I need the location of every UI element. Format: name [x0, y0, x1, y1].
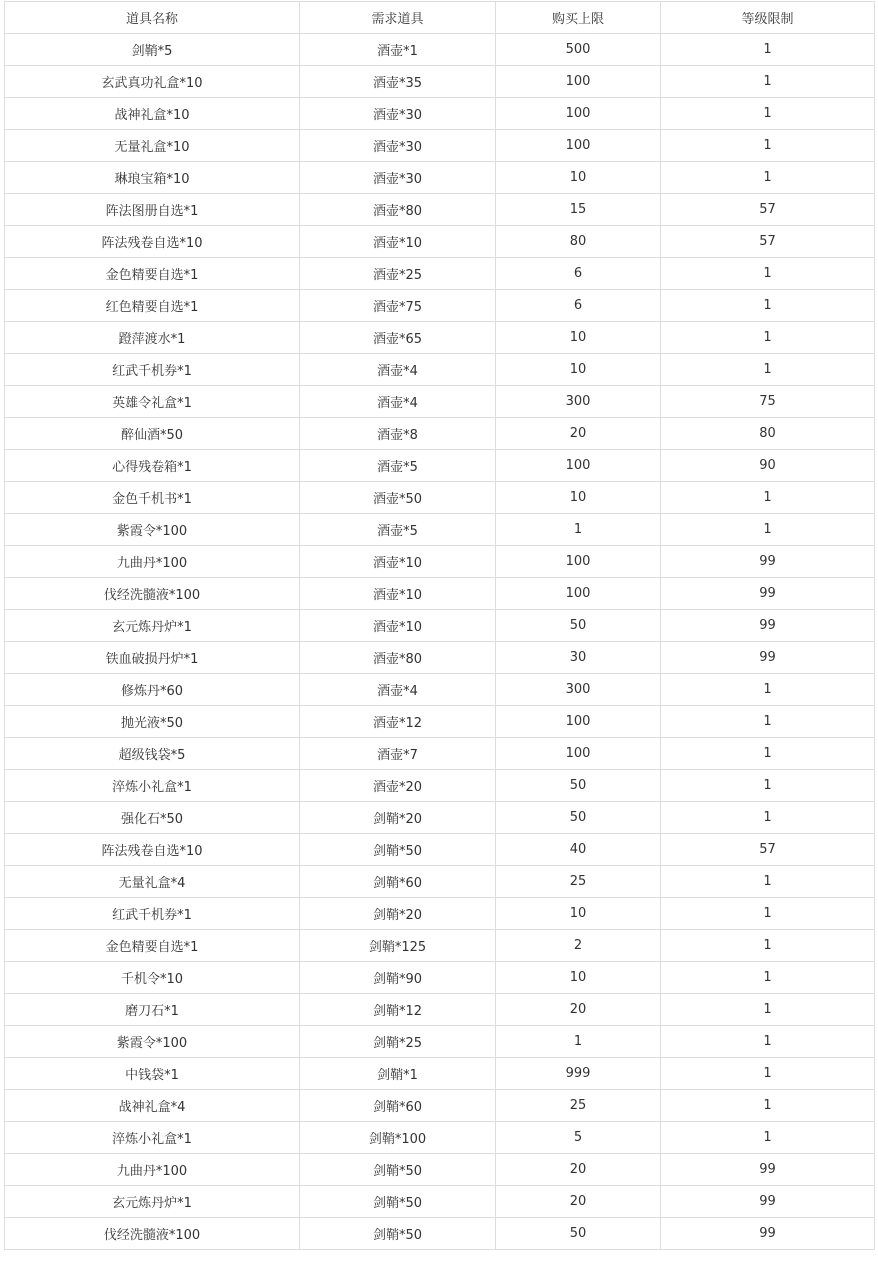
cell-required-item: 酒壶*4: [300, 354, 496, 386]
table-row: [5, 450, 875, 482]
header-level-limit: 等级限制: [661, 2, 875, 34]
cell-purchase-limit: 100: [496, 130, 661, 162]
cell-purchase-limit: 50: [496, 802, 661, 834]
cell-level-limit: 1: [661, 1122, 875, 1154]
cell-purchase-limit: 2: [496, 930, 661, 962]
cell-item-name: 阵法残卷自选*10: [5, 834, 300, 866]
table-row: [5, 1122, 875, 1154]
cell-level-limit: 1: [661, 514, 875, 546]
cell-required-item: 剑鞘*12: [300, 994, 496, 1026]
table-row: [5, 66, 875, 98]
cell-level-limit: 1: [661, 898, 875, 930]
cell-level-limit: 1: [661, 770, 875, 802]
cell-purchase-limit: 80: [496, 226, 661, 258]
table-row: [5, 802, 875, 834]
cell-level-limit: 1: [661, 930, 875, 962]
cell-level-limit: 80: [661, 418, 875, 450]
cell-level-limit: 1: [661, 98, 875, 130]
table-row: [5, 866, 875, 898]
cell-required-item: 剑鞘*50: [300, 1154, 496, 1186]
cell-level-limit: 1: [661, 162, 875, 194]
table-row: [5, 834, 875, 866]
cell-required-item: 酒壶*35: [300, 66, 496, 98]
table-row: [5, 1154, 875, 1186]
cell-level-limit: 1: [661, 482, 875, 514]
cell-required-item: 酒壶*80: [300, 194, 496, 226]
cell-level-limit: 1: [661, 1090, 875, 1122]
cell-purchase-limit: 25: [496, 1090, 661, 1122]
table-row: [5, 770, 875, 802]
cell-purchase-limit: 10: [496, 354, 661, 386]
cell-purchase-limit: 100: [496, 98, 661, 130]
cell-level-limit: 99: [661, 1186, 875, 1218]
cell-item-name: 金色精要自选*1: [5, 258, 300, 290]
table-row: [5, 1090, 875, 1122]
table-row: [5, 610, 875, 642]
table-row: [5, 130, 875, 162]
cell-purchase-limit: 100: [496, 578, 661, 610]
cell-purchase-limit: 100: [496, 738, 661, 770]
cell-level-limit: 1: [661, 866, 875, 898]
cell-item-name: 千机令*10: [5, 962, 300, 994]
table-row: [5, 386, 875, 418]
cell-item-name: 紫霞令*100: [5, 514, 300, 546]
cell-level-limit: 1: [661, 738, 875, 770]
cell-required-item: 酒壶*30: [300, 162, 496, 194]
table-row: [5, 1026, 875, 1058]
table-row: [5, 258, 875, 290]
cell-purchase-limit: 1: [496, 514, 661, 546]
cell-required-item: 剑鞘*1: [300, 1058, 496, 1090]
cell-level-limit: 1: [661, 994, 875, 1026]
cell-level-limit: 57: [661, 226, 875, 258]
table-row: [5, 1058, 875, 1090]
cell-item-name: 铁血破损丹炉*1: [5, 642, 300, 674]
cell-level-limit: 99: [661, 1218, 875, 1250]
cell-item-name: 心得残卷箱*1: [5, 450, 300, 482]
table-row: [5, 578, 875, 610]
cell-level-limit: 99: [661, 578, 875, 610]
table-row: [5, 322, 875, 354]
cell-purchase-limit: 10: [496, 162, 661, 194]
cell-level-limit: 99: [661, 546, 875, 578]
cell-level-limit: 1: [661, 322, 875, 354]
cell-level-limit: 1: [661, 706, 875, 738]
cell-item-name: 金色精要自选*1: [5, 930, 300, 962]
cell-item-name: 无量礼盒*4: [5, 866, 300, 898]
cell-required-item: 酒壶*30: [300, 130, 496, 162]
cell-level-limit: 1: [661, 1058, 875, 1090]
table-row: [5, 290, 875, 322]
cell-required-item: 剑鞘*20: [300, 802, 496, 834]
cell-level-limit: 57: [661, 194, 875, 226]
cell-item-name: 红武千机券*1: [5, 354, 300, 386]
cell-required-item: 剑鞘*90: [300, 962, 496, 994]
cell-purchase-limit: 10: [496, 482, 661, 514]
table-row: [5, 738, 875, 770]
cell-level-limit: 1: [661, 130, 875, 162]
header-purchase-limit: 购买上限: [496, 2, 661, 34]
cell-level-limit: 1: [661, 1026, 875, 1058]
cell-level-limit: 99: [661, 1154, 875, 1186]
cell-item-name: 玄元炼丹炉*1: [5, 610, 300, 642]
cell-item-name: 无量礼盒*10: [5, 130, 300, 162]
cell-required-item: 酒壶*20: [300, 770, 496, 802]
cell-required-item: 酒壶*7: [300, 738, 496, 770]
cell-level-limit: 57: [661, 834, 875, 866]
cell-required-item: 酒壶*80: [300, 642, 496, 674]
header-row: [5, 2, 875, 34]
header-required-item: 需求道具: [300, 2, 496, 34]
cell-item-name: 红武千机券*1: [5, 898, 300, 930]
cell-purchase-limit: 10: [496, 962, 661, 994]
cell-required-item: 酒壶*10: [300, 578, 496, 610]
table-row: [5, 162, 875, 194]
cell-item-name: 阵法残卷自选*10: [5, 226, 300, 258]
cell-purchase-limit: 100: [496, 546, 661, 578]
table-row: [5, 674, 875, 706]
cell-purchase-limit: 20: [496, 994, 661, 1026]
cell-level-limit: 99: [661, 610, 875, 642]
table-row: [5, 898, 875, 930]
cell-item-name: 强化石*50: [5, 802, 300, 834]
cell-item-name: 淬炼小礼盒*1: [5, 770, 300, 802]
cell-item-name: 琳琅宝箱*10: [5, 162, 300, 194]
cell-item-name: 英雄令礼盒*1: [5, 386, 300, 418]
cell-purchase-limit: 20: [496, 418, 661, 450]
cell-purchase-limit: 25: [496, 866, 661, 898]
cell-item-name: 超级钱袋*5: [5, 738, 300, 770]
table-row: [5, 98, 875, 130]
cell-required-item: 剑鞘*50: [300, 834, 496, 866]
cell-purchase-limit: 100: [496, 450, 661, 482]
cell-required-item: 剑鞘*25: [300, 1026, 496, 1058]
table-body: [5, 34, 875, 1250]
table-row: [5, 962, 875, 994]
cell-item-name: 红色精要自选*1: [5, 290, 300, 322]
cell-required-item: 酒壶*8: [300, 418, 496, 450]
cell-item-name: 玄元炼丹炉*1: [5, 1186, 300, 1218]
table-row: [5, 226, 875, 258]
cell-required-item: 酒壶*50: [300, 482, 496, 514]
cell-item-name: 淬炼小礼盒*1: [5, 1122, 300, 1154]
cell-purchase-limit: 10: [496, 898, 661, 930]
cell-level-limit: 1: [661, 258, 875, 290]
cell-purchase-limit: 999: [496, 1058, 661, 1090]
cell-item-name: 中钱袋*1: [5, 1058, 300, 1090]
header-item-name: 道具名称: [5, 2, 300, 34]
table-row: [5, 546, 875, 578]
cell-item-name: 紫霞令*100: [5, 1026, 300, 1058]
cell-required-item: 酒壶*5: [300, 450, 496, 482]
cell-item-name: 战神礼盒*10: [5, 98, 300, 130]
cell-purchase-limit: 1: [496, 1026, 661, 1058]
cell-required-item: 酒壶*25: [300, 258, 496, 290]
cell-level-limit: 1: [661, 962, 875, 994]
cell-required-item: 剑鞘*100: [300, 1122, 496, 1154]
cell-required-item: 酒壶*10: [300, 226, 496, 258]
cell-required-item: 酒壶*10: [300, 546, 496, 578]
cell-level-limit: 1: [661, 354, 875, 386]
cell-item-name: 修炼丹*60: [5, 674, 300, 706]
cell-purchase-limit: 20: [496, 1154, 661, 1186]
cell-required-item: 酒壶*5: [300, 514, 496, 546]
table-row: [5, 930, 875, 962]
cell-required-item: 酒壶*1: [300, 34, 496, 66]
cell-purchase-limit: 100: [496, 706, 661, 738]
cell-required-item: 酒壶*75: [300, 290, 496, 322]
cell-required-item: 剑鞘*50: [300, 1186, 496, 1218]
cell-purchase-limit: 5: [496, 1122, 661, 1154]
cell-item-name: 战神礼盒*4: [5, 1090, 300, 1122]
cell-required-item: 剑鞘*60: [300, 866, 496, 898]
cell-item-name: 抛光液*50: [5, 706, 300, 738]
cell-item-name: 伐经洗髓液*100: [5, 1218, 300, 1250]
exchange-table: [4, 1, 875, 1250]
cell-required-item: 酒壶*65: [300, 322, 496, 354]
table-row: [5, 354, 875, 386]
table-row: [5, 1186, 875, 1218]
cell-purchase-limit: 6: [496, 258, 661, 290]
cell-required-item: 剑鞘*20: [300, 898, 496, 930]
cell-purchase-limit: 100: [496, 66, 661, 98]
table-row: [5, 706, 875, 738]
cell-purchase-limit: 300: [496, 386, 661, 418]
table-row: [5, 1218, 875, 1250]
cell-level-limit: 1: [661, 34, 875, 66]
table-row: [5, 994, 875, 1026]
cell-item-name: 阵法图册自选*1: [5, 194, 300, 226]
cell-item-name: 九曲丹*100: [5, 1154, 300, 1186]
cell-required-item: 酒壶*12: [300, 706, 496, 738]
cell-item-name: 磨刀石*1: [5, 994, 300, 1026]
table-row: [5, 418, 875, 450]
cell-level-limit: 1: [661, 290, 875, 322]
cell-item-name: 金色千机书*1: [5, 482, 300, 514]
cell-item-name: 伐经洗髓液*100: [5, 578, 300, 610]
cell-item-name: 九曲丹*100: [5, 546, 300, 578]
table-row: [5, 194, 875, 226]
cell-required-item: 酒壶*30: [300, 98, 496, 130]
cell-purchase-limit: 50: [496, 770, 661, 802]
cell-level-limit: 99: [661, 642, 875, 674]
cell-item-name: 蹬萍渡水*1: [5, 322, 300, 354]
cell-required-item: 酒壶*4: [300, 674, 496, 706]
table-row: [5, 514, 875, 546]
cell-required-item: 剑鞘*125: [300, 930, 496, 962]
cell-level-limit: 75: [661, 386, 875, 418]
cell-required-item: 剑鞘*50: [300, 1218, 496, 1250]
cell-level-limit: 90: [661, 450, 875, 482]
cell-purchase-limit: 30: [496, 642, 661, 674]
cell-item-name: 玄武真功礼盒*10: [5, 66, 300, 98]
cell-level-limit: 1: [661, 66, 875, 98]
cell-purchase-limit: 40: [496, 834, 661, 866]
cell-purchase-limit: 10: [496, 322, 661, 354]
table-header: [5, 2, 875, 34]
cell-required-item: 剑鞘*60: [300, 1090, 496, 1122]
cell-required-item: 酒壶*10: [300, 610, 496, 642]
table-row: [5, 482, 875, 514]
cell-purchase-limit: 50: [496, 1218, 661, 1250]
cell-item-name: 醉仙酒*50: [5, 418, 300, 450]
cell-required-item: 酒壶*4: [300, 386, 496, 418]
cell-level-limit: 1: [661, 674, 875, 706]
cell-purchase-limit: 500: [496, 34, 661, 66]
cell-purchase-limit: 20: [496, 1186, 661, 1218]
cell-purchase-limit: 15: [496, 194, 661, 226]
table-row: [5, 642, 875, 674]
cell-purchase-limit: 300: [496, 674, 661, 706]
cell-purchase-limit: 6: [496, 290, 661, 322]
cell-level-limit: 1: [661, 802, 875, 834]
cell-purchase-limit: 50: [496, 610, 661, 642]
table-row: [5, 34, 875, 66]
cell-item-name: 剑鞘*5: [5, 34, 300, 66]
